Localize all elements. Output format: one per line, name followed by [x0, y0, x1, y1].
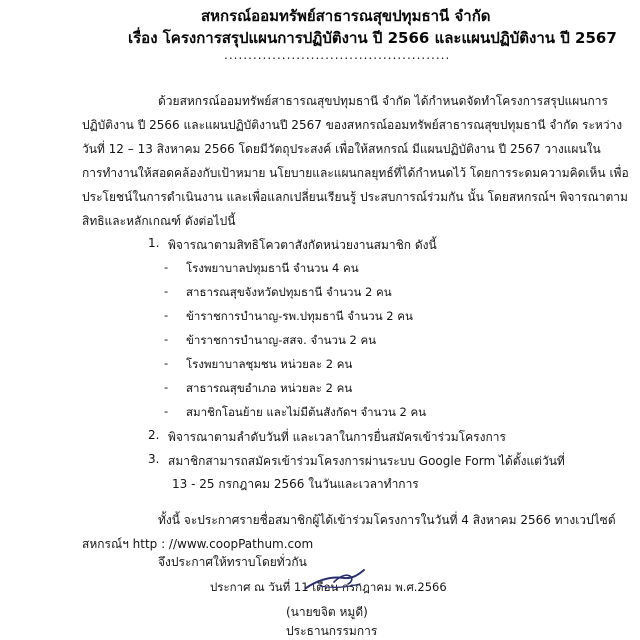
intro-line-6: สิทธิและหลักเกณฑ์ ดังต่อไปนี้ — [82, 214, 236, 228]
subitem-dash: - — [164, 260, 169, 274]
list-item-1-text: พิจารณาตามสิทธิโควตาสังกัดหน่วยงานสมาชิก ดังนี้ — [168, 238, 437, 252]
list-item-3-text: สมาชิกสามารถสมัครเข้าร่วมโครงการผ่านระบบ Google Form ได้ตั้งแต่วันที่ — [168, 454, 565, 468]
signature-mark — [300, 566, 380, 594]
announce-line-2: สหกรณ์ฯ http : //www.coopPathum.com — [82, 537, 314, 551]
subitem-dash: - — [164, 332, 169, 346]
subitem-dash: - — [164, 308, 169, 322]
list-item-2-text: พิจารณาตามลำดับวันที่ และเวลาในการยื่นสมัครเข้าร่วมโครงการ — [168, 430, 506, 444]
subitem-1: โรงพยาบาลปทุมธานี จำนวน 4 คน — [186, 261, 359, 275]
subitem-6: สาธารณสุขอำเภอ หน่วยละ 2 คน — [186, 381, 353, 395]
subitem-dash: - — [164, 404, 169, 418]
subitem-5: โรงพยาบาลชุมชน หน่วยละ 2 คน — [186, 357, 353, 371]
intro-line-3: วันที่ 12 – 13 สิงหาคม 2566 โดยมีวัตถุประสงค์ เพื่อให้สหกรณ์ มีแผนปฏิบัติงาน ปี 2567 วางแผนใน — [82, 142, 601, 156]
list-item-2-number: 2. — [148, 428, 160, 442]
intro-line-5: ประโยชน์ในการดำเนินงาน และเพื่อแลกเปลี่ยนเรียนรู้ ประสบการณ์ร่วมกัน นั้น โดยสหกรณ์ฯ พิจารณาตาม — [82, 190, 628, 204]
header-dotted-rule: ............................................... — [224, 48, 451, 62]
list-item-1-number: 1. — [148, 236, 160, 250]
announce-line-1: ทั้งนี้ จะประกาศรายชื่อสมาชิกผู้ได้เข้าร่วมโครงการในวันที่ 4 สิงหาคม 2566 ทางเวปไซด์ — [158, 513, 616, 527]
signer-title: ประธานกรรมการ — [286, 624, 378, 638]
signer-name: (นายขจิต หมูดี) — [286, 605, 368, 619]
subitem-dash: - — [164, 380, 169, 394]
header-org-line: สหกรณ์ออมทรัพย์สาธารณสุขปทุมธานี จำกัด — [201, 7, 491, 25]
subitem-2: สาธารณสุขจังหวัดปทุมธานี จำนวน 2 คน — [186, 285, 392, 299]
list-item-3-number: 3. — [148, 452, 160, 466]
list-item-3-dates: 13 - 25 กรกฎาคม 2566 ในวันและเวลาทำการ — [172, 477, 419, 491]
subitem-dash: - — [164, 284, 169, 298]
date-line: ประกาศ ณ วันที่ 11 เดือน กรกฎาคม พ.ศ.2566 — [210, 580, 447, 594]
subitem-3: ข้าราชการบำนาญ-รพ.ปทุมธานี จำนวน 2 คน — [186, 309, 413, 323]
subitem-7: สมาชิกโอนย้าย และไม่มีต้นสังกัดฯ จำนวน 2 คน — [186, 405, 427, 419]
subitem-4: ข้าราชการบำนาญ-สสจ. จำนวน 2 คน — [186, 333, 377, 347]
intro-line-1: ด้วยสหกรณ์ออมทรัพย์สาธารณสุขปทุมธานี จำกัด ได้กำหนดจัดทำโครงการสรุปแผนการ — [158, 94, 608, 108]
subitem-dash: - — [164, 356, 169, 370]
intro-line-2: ปฏิบัติงาน ปี 2566 และแผนปฏิบัติงานปี 2567 ของสหกรณ์ออมทรัพย์สาธารณสุขปทุมธานี จำกัด ระหว่าง — [82, 118, 623, 132]
intro-line-4: การทำงานให้สอดคล้องกับเป้าหมาย นโยบายและแผนกลยุทธ์ที่ได้กำหนดไว้ โดยการระดมความคิดเห็น เพื่อ — [82, 166, 629, 180]
notice-text: จึงประกาศให้ทราบโดยทั่วกัน — [158, 555, 307, 569]
header-subject-line: เรื่อง โครงการสรุปแผนการปฏิบัติงาน ปี 2566 และแผนปฏิบัติงาน ปี 2567 — [128, 29, 617, 47]
